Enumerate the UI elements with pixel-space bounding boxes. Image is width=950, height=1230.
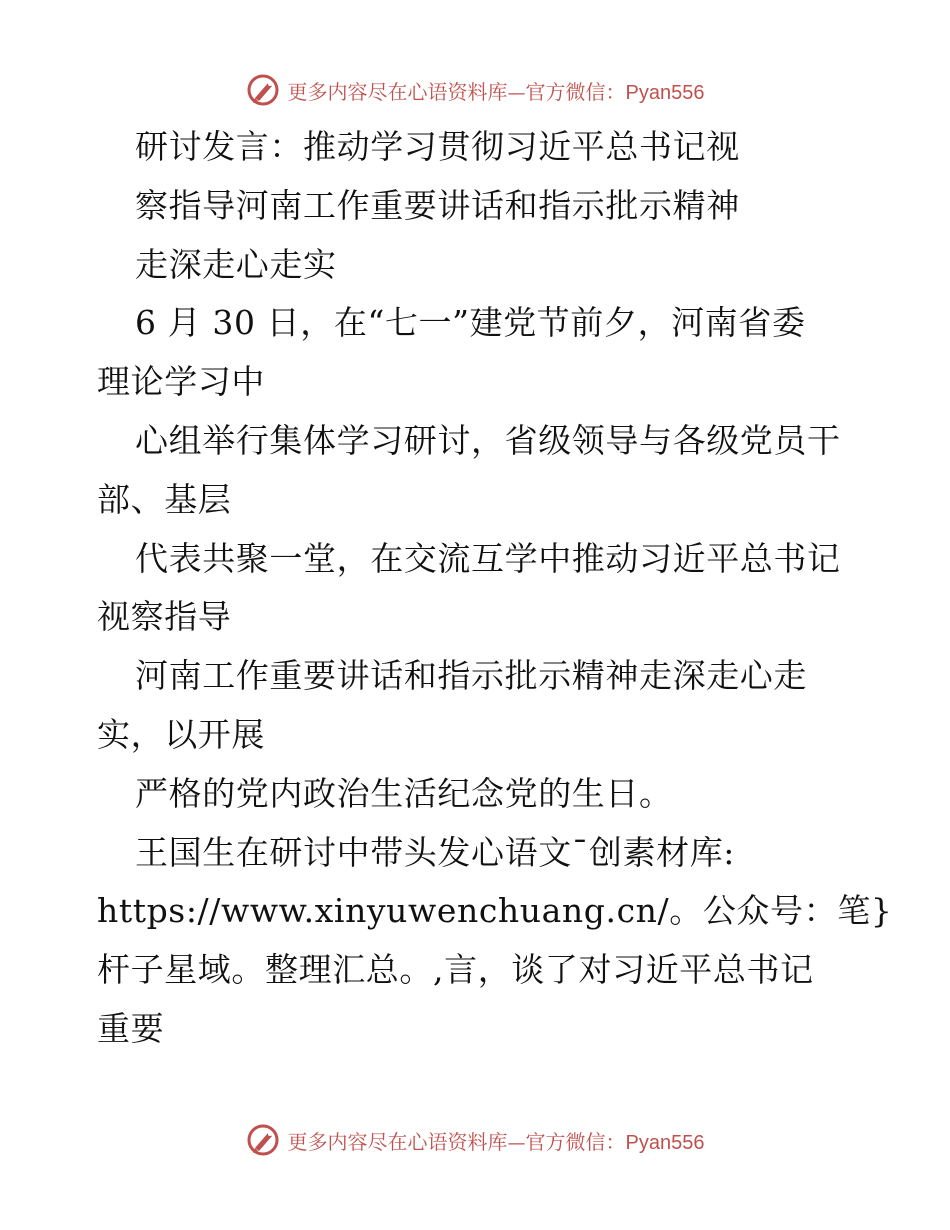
header-watermark-banner (0, 68, 950, 112)
pen-logo-icon (246, 1123, 280, 1157)
document-body (97, 118, 893, 1059)
document-line: 察指导河南工作重要讲话和指示批示精神 (135, 185, 740, 225)
watermark-separator: — (507, 82, 526, 104)
document-line: 重要 (97, 1008, 165, 1048)
watermark-text (288, 1126, 705, 1155)
document-line: 杆子星域。整理汇总。,言，谈了对习近平总书记 (97, 950, 814, 990)
document-line: 河南工作重要讲话和指示批示精神走深走心走 (135, 656, 807, 696)
document-line: 理论学习中 (97, 362, 265, 402)
watermark-wechat-handle: Pyan556 (625, 1131, 705, 1154)
watermark-wechat-handle: Pyan556 (625, 81, 705, 104)
watermark-main-text: 更多内容尽在心语资料库 (287, 79, 508, 104)
watermark-wechat-label: 官方微信： (525, 79, 626, 104)
footer-watermark-banner (0, 1118, 950, 1162)
document-line: 心组举行集体学习研讨，省级领导与各级党员干 (135, 420, 841, 460)
document-line: 研讨发言：推动学习贯彻习近平总书记视 (135, 127, 740, 166)
document-line: https://www.xinyuwenchuang.cn/。公众号：笔} (97, 891, 893, 931)
document-line: 视察指导 (97, 597, 232, 637)
pen-logo-icon (246, 73, 280, 107)
document-line: 实，以开展 (97, 714, 265, 754)
watermark-wechat-label: 官方微信： (525, 1129, 626, 1154)
document-line: 王国生在研讨中带头发心语文¯创素材库: (135, 832, 736, 872)
document-line: 6 月 30 日，在“七一”建党节前夕，河南省委 (135, 303, 806, 343)
watermark-text (288, 76, 705, 105)
document-line: 部、基层 (97, 479, 232, 519)
watermark-main-text: 更多内容尽在心语资料库 (287, 1129, 508, 1154)
document-line: 走深走心走实 (135, 244, 337, 284)
watermark-separator: — (507, 1132, 526, 1154)
document-line: 严格的党内政治生活纪念党的生日。 (135, 773, 673, 813)
document-line: 代表共聚一堂，在交流互学中推动习近平总书记 (135, 538, 841, 578)
